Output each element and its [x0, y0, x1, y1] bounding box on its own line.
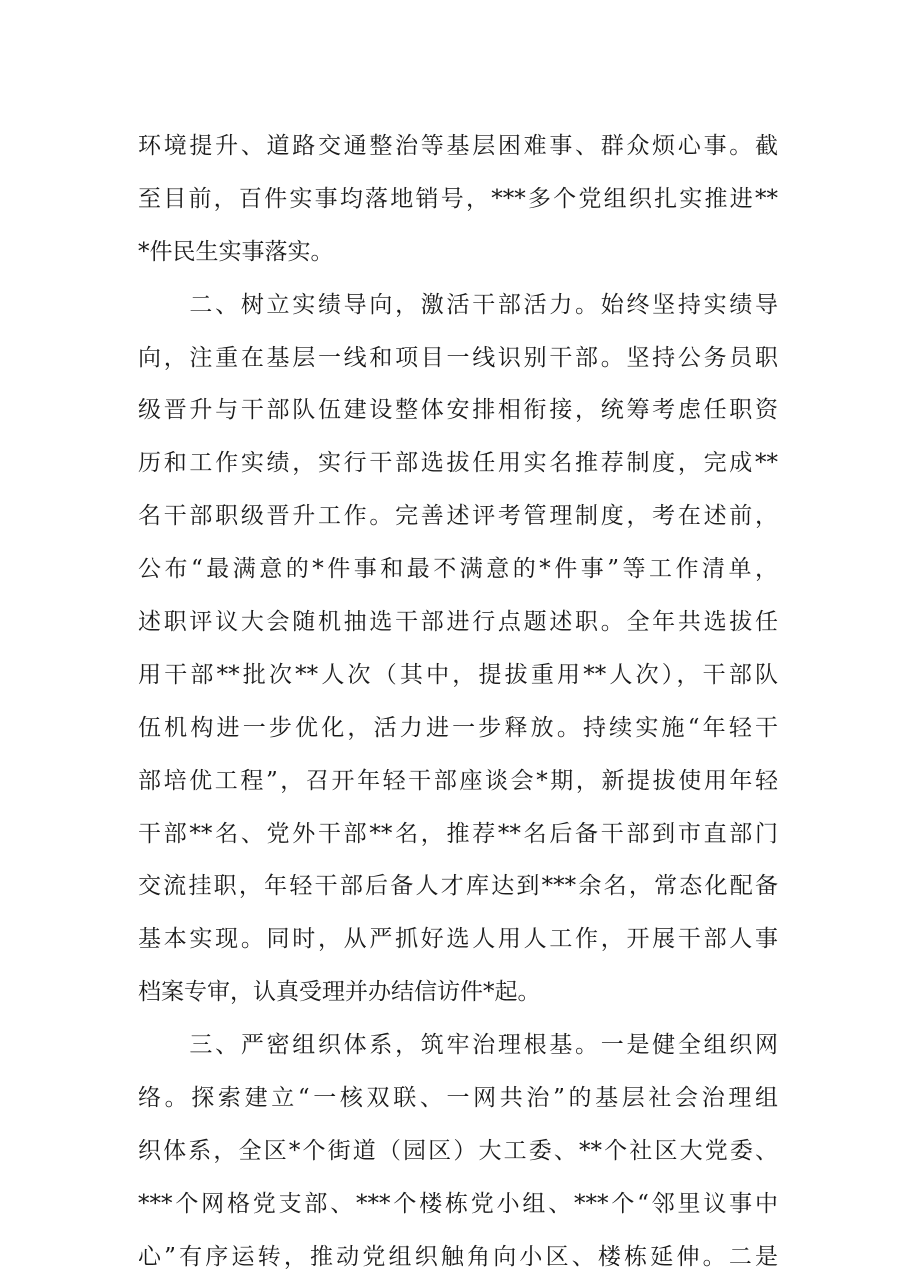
text-line: 述职评议大会随机抽选干部进行点题述职。全年共选拔任: [138, 609, 778, 636]
text-line: 历和工作实绩，实行干部选拔任用实名推荐制度，完成**: [138, 450, 778, 477]
text-line: 织体系，全区*个街道（园区）大工委、**个社区大党委、: [138, 1137, 778, 1164]
text-line: 名干部职级晋升工作。完善述评考管理制度，考在述前，: [138, 503, 778, 530]
text-line: 向，注重在基层一线和项目一线识别干部。坚持公务员职: [138, 344, 778, 371]
body-text: [138, 120, 778, 1284]
text-line: 干部**名、党外干部**名，推荐**名后备干部到市直部门: [138, 820, 778, 847]
text-line: 心”有序运转，推动党组织触角向小区、楼栋延伸。二是: [138, 1243, 778, 1270]
text-line: 部培优工程”，召开年轻干部座谈会*期，新提拔使用年轻: [138, 767, 778, 794]
text-line: 环境提升、道路交通整治等基层困难事、群众烦心事。截: [138, 133, 778, 159]
text-line: 基本实现。同时，从严抓好选人用人工作，开展干部人事: [138, 926, 778, 953]
text-line: 级晋升与干部队伍建设整体安排相衔接，统筹考虑任职资: [138, 397, 778, 424]
text-line: 公布“最满意的*件事和最不满意的*件事”等工作清单，: [138, 556, 778, 583]
text-line: 二、树立实绩导向，激活干部活力。始终坚持实绩导: [138, 291, 778, 318]
text-line: 至目前，百件实事均落地销号，***多个党组织扎实推进**: [138, 185, 778, 212]
text-line: 络。探索建立“一核双联、一网共治”的基层社会治理组: [138, 1085, 778, 1112]
text-line: 交流挂职，年轻干部后备人才库达到***余名，常态化配备: [138, 873, 778, 900]
text-line: *件民生实事落实。: [138, 238, 334, 265]
text-line: 伍机构进一步优化，活力进一步释放。持续实施“年轻干: [138, 714, 778, 741]
text-line: 档案专审，认真受理并办结信访件*起。: [138, 979, 541, 1006]
text-line: 用干部**批次**人次（其中，提拔重用**人次），干部队: [138, 661, 778, 688]
text-line: ***个网格党支部、***个楼栋党小组、***个“邻里议事中: [138, 1190, 778, 1217]
text-line: 三、严密组织体系，筑牢治理根基。一是健全组织网: [138, 1032, 778, 1059]
